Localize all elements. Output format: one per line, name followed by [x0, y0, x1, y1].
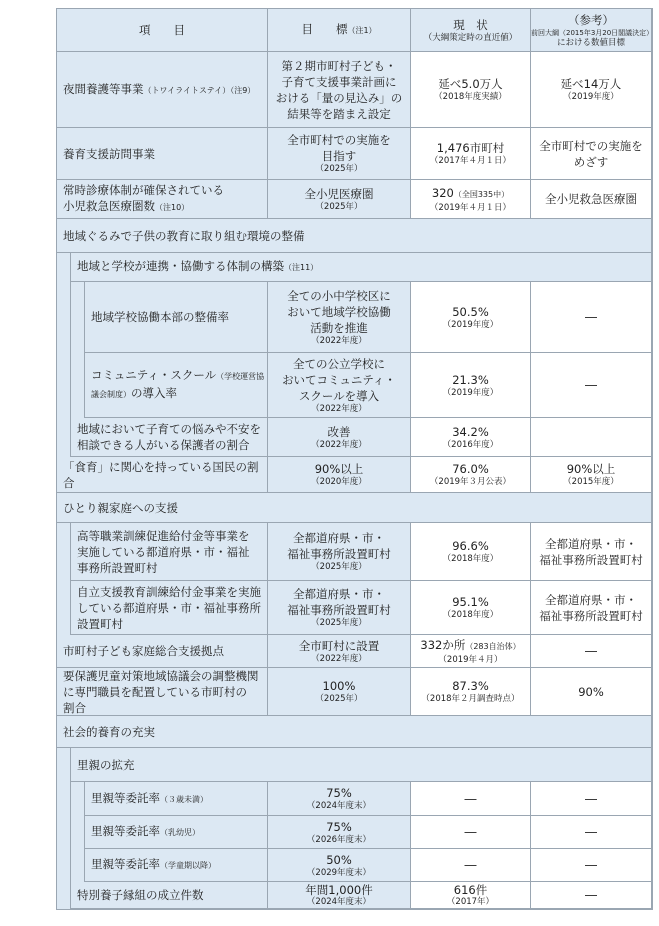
row-independence-target: 全都道府県・市・ 福祉事務所設置町村 （2025年度）: [268, 581, 411, 635]
row-adoption-target: 年間1,000件 （2024年度末）: [268, 882, 411, 909]
row-foster-under3-label: 里親等委託率（３歳未満）: [85, 782, 268, 816]
row-adoption-label: 特別養子縁組の成立件数: [71, 882, 268, 909]
header-reference-sub2: における数値目標: [556, 37, 625, 48]
subsection-foster: 里親の拡充: [71, 748, 652, 782]
indent-school: [71, 282, 85, 418]
subsection-school-collab: 地域と学校が連携・協働する体制の構築（注11）: [71, 253, 652, 282]
row-school-hq-reference: ―: [531, 282, 652, 353]
row-vocational-label: 高等職業訓練促進給付金等事業を 実施している都道府県・市・福祉 事務所設置町村: [71, 523, 268, 581]
row-vocational-reference: 全都道府県・市・ 福祉事務所設置町村: [531, 523, 652, 581]
row-shokuiku-target: 90%以上 （2020年度）: [268, 457, 411, 493]
header-item: [57, 9, 268, 52]
row-night-care-reference: 延べ14万人 （2019年度）: [531, 52, 652, 128]
header-item-label: 項 目: [139, 22, 185, 37]
row-support-base-target: 全市町村に設置 （2022年度）: [268, 635, 411, 668]
row-independence-current: 95.1% （2018年度）: [411, 581, 531, 635]
row-council-target: 100% （2025年）: [268, 668, 411, 716]
row-independence-reference: 全都道府県・市・ 福祉事務所設置町村: [531, 581, 652, 635]
section-community: 地域ぐるみで子供の教育に取り組む環境の整備: [57, 219, 652, 253]
row-foster-infant-reference: ―: [531, 816, 652, 849]
row-council-label: 要保護児童対策地域協議会の調整機関 に専門職員を配置している市町村の 割合: [57, 668, 268, 716]
row-community-school-label: コミュニティ・スクール（学校運営協議会制度）の導入率: [85, 353, 268, 418]
row-home-visit-reference: 全市町村での実施を めざす: [531, 128, 652, 180]
indent-single-parent: [57, 523, 71, 635]
row-community-school-current: 21.3% （2019年度）: [411, 353, 531, 418]
row-council-current: 87.3% （2018年２月調査時点）: [411, 668, 531, 716]
row-support-base-label: 市町村子ども家庭総合支援拠点: [57, 635, 268, 668]
row-council-reference: 90%: [531, 668, 652, 716]
row-consult-reference: [531, 418, 652, 457]
row-pediatric-current: 320（全国335中） （2019年４月１日）: [411, 180, 531, 219]
header-reference-sub1: 前回大綱（2015年3月20日閣議決定）: [531, 28, 654, 37]
row-consult-target: 改善 （2022年度）: [268, 418, 411, 457]
row-foster-under3-reference: ―: [531, 782, 652, 816]
row-foster-school-target: 50% （2029年度末）: [268, 849, 411, 882]
row-home-visit-label: 養育支援訪問事業: [57, 128, 268, 180]
row-school-hq-target: 全ての小中学校区に おいて地域学校協働 活動を推進 （2022年度）: [268, 282, 411, 353]
header-reference: [531, 9, 652, 52]
row-community-school-reference: ―: [531, 353, 652, 418]
row-adoption-current: 616件 （2017年）: [411, 882, 531, 909]
header-current: [411, 9, 531, 52]
row-night-care-label: 夜間養護等事業（トワイライトステイ）（注9）: [57, 52, 268, 128]
indent-community: [57, 253, 71, 457]
row-foster-school-current: ―: [411, 849, 531, 882]
row-community-school-target: 全ての公立学校に おいてコミュニティ・ スクールを導入 （2022年度）: [268, 353, 411, 418]
row-home-visit-current: 1,476市町村 （2017年４月１日）: [411, 128, 531, 180]
row-pediatric-label: 常時診療体制が確保されている 小児救急医療圏数（注10）: [57, 180, 268, 219]
row-shokuiku-label: 「食育」に関心を持っている国民の割合: [57, 457, 268, 493]
row-school-hq-label: 地域学校協働本部の整備率: [85, 282, 268, 353]
row-night-care-target: 第２期市町村子ども・ 子育て支援事業計画に おける「量の見込み」の 結果等を踏まえ設定: [268, 52, 411, 128]
row-foster-infant-target: 75% （2026年度末）: [268, 816, 411, 849]
row-night-care-current: 延べ5.0万人 （2018年度実績）: [411, 52, 531, 128]
row-independence-label: 自立支援教育訓練給付金事業を実施 している都道府県・市・福祉事務所 設置町村: [71, 581, 268, 635]
row-foster-school-label: 里親等委託率（学童期以降）: [85, 849, 268, 882]
header-target: [268, 9, 411, 52]
header-target-label: 目 標（注1）: [301, 22, 377, 36]
row-shokuiku-reference: 90%以上 （2015年度）: [531, 457, 652, 493]
row-foster-school-reference: ―: [531, 849, 652, 882]
row-foster-under3-target: 75% （2024年度末）: [268, 782, 411, 816]
indent-social-care: [57, 748, 71, 909]
header-reference-label: （参考）: [568, 12, 614, 27]
header-current-label: 現 状: [453, 17, 488, 32]
row-vocational-target: 全都道府県・市・ 福祉事務所設置町村 （2025年度）: [268, 523, 411, 581]
indent-foster: [71, 782, 85, 882]
row-pediatric-target: 全小児医療圏 （2025年）: [268, 180, 411, 219]
row-vocational-current: 96.6% （2018年度）: [411, 523, 531, 581]
row-foster-infant-label: 里親等委託率（乳幼児）: [85, 816, 268, 849]
row-shokuiku-current: 76.0% （2019年３月公表）: [411, 457, 531, 493]
row-adoption-reference: ―: [531, 882, 652, 909]
row-consult-label: 地域において子育ての悩みや不安を 相談できる人がいる保護者の割合: [71, 418, 268, 457]
goals-table: [56, 8, 653, 910]
row-school-hq-current: 50.5% （2019年度）: [411, 282, 531, 353]
section-single-parent: ひとり親家庭への支援: [57, 493, 652, 523]
section-social-care: 社会的養育の充実: [57, 716, 652, 748]
row-foster-infant-current: ―: [411, 816, 531, 849]
row-support-base-current: 332か所（283自治体） （2019年４月）: [411, 635, 531, 668]
row-support-base-reference: ―: [531, 635, 652, 668]
header-current-sub: （大綱策定時の直近値）: [423, 32, 518, 43]
row-pediatric-reference: 全小児救急医療圏: [531, 180, 652, 219]
row-home-visit-target: 全市町村での実施を 目指す （2025年）: [268, 128, 411, 180]
row-foster-under3-current: ―: [411, 782, 531, 816]
row-consult-current: 34.2% （2016年度）: [411, 418, 531, 457]
